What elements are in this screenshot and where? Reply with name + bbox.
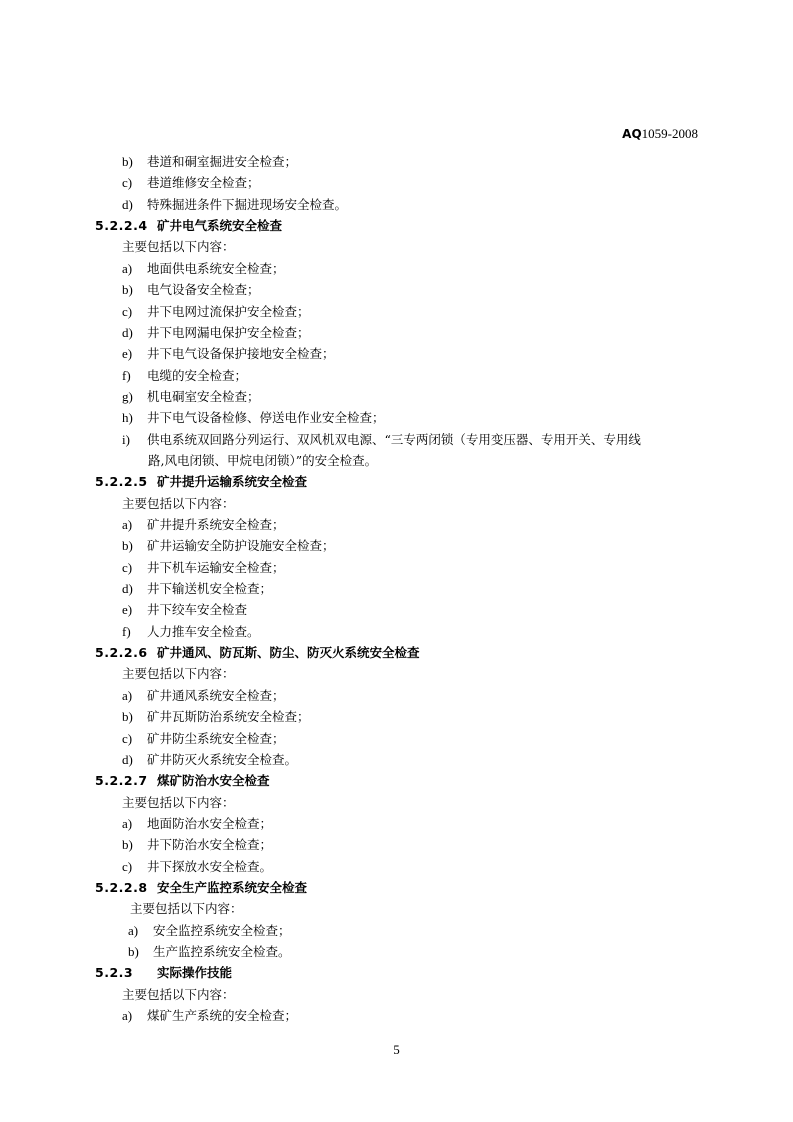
list-item xyxy=(122,516,285,534)
list-marker: e) xyxy=(122,602,133,618)
list-marker: b) xyxy=(122,282,133,298)
list-item xyxy=(122,559,285,577)
section-heading xyxy=(95,772,270,790)
list-marker: a) xyxy=(122,815,133,831)
list-item-text: 井下电网漏电保护安全检查； xyxy=(147,324,310,340)
list-marker: a) xyxy=(128,922,139,938)
list-item-continuation: 路,风电闭锁、甲烷电闭锁）”的安全检查。 xyxy=(148,452,378,468)
list-item-text: 电气设备安全检查； xyxy=(147,282,260,298)
section-number: 5.2.2.4 xyxy=(95,218,148,234)
list-marker: d) xyxy=(122,196,133,212)
list-item-text: 地面防治水安全检查； xyxy=(147,815,273,831)
list-marker: f) xyxy=(122,623,131,639)
list-marker: d) xyxy=(122,751,133,767)
list-item-text: 井下机车运输安全检查； xyxy=(147,559,285,575)
section-title: 矿井提升运输系统安全检查 xyxy=(157,474,308,490)
list-marker: b) xyxy=(122,154,133,169)
list-item xyxy=(122,858,272,876)
intro-text: 主要包括以下内容： xyxy=(122,986,235,1002)
list-marker: a) xyxy=(122,260,133,276)
section-title: 实际操作技能 xyxy=(157,965,233,981)
list-marker: c) xyxy=(122,175,133,191)
list-item xyxy=(122,388,260,406)
list-item-text: 煤矿生产系统的安全检查； xyxy=(147,1008,298,1023)
section-title: 安全生产监控系统安全检查 xyxy=(157,879,308,895)
list-item-text: 地面供电系统安全检查； xyxy=(147,260,285,276)
section-number: 5.2.2.5 xyxy=(95,474,148,490)
list-item-text: 人力推车安全检查。 xyxy=(147,623,260,639)
list-item xyxy=(128,922,291,940)
list-item xyxy=(122,431,641,449)
list-item-text: 井下防治水安全检查； xyxy=(147,837,273,853)
intro-text: 主要包括以下内容： xyxy=(122,794,235,810)
section-number: 5.2.3 xyxy=(95,965,134,981)
list-item xyxy=(122,730,285,748)
section-title: 矿井通风、防瓦斯、防尘、防灭火系统安全检查 xyxy=(157,645,420,660)
list-marker: g) xyxy=(122,388,133,404)
intro-text: 主要包括以下内容： xyxy=(122,495,235,511)
document-code xyxy=(622,126,698,142)
list-marker: e) xyxy=(122,346,133,362)
list-marker: c) xyxy=(122,303,133,319)
list-marker: f) xyxy=(122,367,131,383)
list-item xyxy=(122,687,285,705)
list-item-text: 供电系统双回路分列运行、双风机双电源、“三专两闭锁（专用变压器、专用开关、专用线 xyxy=(147,431,641,447)
section-heading xyxy=(95,473,307,491)
list-item-text: 井下电网过流保护安全检查； xyxy=(147,303,310,319)
standard-prefix: AQ xyxy=(622,127,642,141)
list-item-text: 特殊掘进条件下掘进现场安全检查。 xyxy=(147,196,348,212)
list-marker: c) xyxy=(122,559,133,575)
list-item-text: 矿井提升系统安全检查； xyxy=(147,517,285,532)
section-heading xyxy=(95,879,307,897)
list-marker: a) xyxy=(122,1008,133,1023)
list-item xyxy=(122,409,385,427)
list-item-text: 井下探放水安全检查。 xyxy=(147,858,273,874)
section-title: 矿井电气系统安全检查 xyxy=(157,218,283,234)
list-item-text: 巷道维修安全检查； xyxy=(147,175,260,191)
list-marker: b) xyxy=(128,944,139,959)
list-item xyxy=(122,324,310,342)
list-item-text: 机电硐室安全检查； xyxy=(147,388,260,404)
list-marker: b) xyxy=(122,538,133,554)
section-number: 5.2.2.6 xyxy=(95,645,148,660)
section-heading xyxy=(95,644,420,662)
list-marker: b) xyxy=(122,709,133,725)
list-item xyxy=(122,623,260,641)
list-item-text: 矿井通风系统安全检查； xyxy=(147,687,285,703)
list-item xyxy=(122,345,335,363)
list-item xyxy=(122,708,310,726)
list-item xyxy=(122,281,260,299)
intro-text: 主要包括以下内容： xyxy=(122,239,235,255)
list-marker: i) xyxy=(122,431,130,447)
list-marker: a) xyxy=(122,687,133,703)
list-marker: b) xyxy=(122,837,133,853)
list-item-text: 井下输送机安全检查； xyxy=(147,581,273,596)
list-item xyxy=(122,303,310,321)
list-item xyxy=(122,153,297,171)
list-item-text: 电缆的安全检查； xyxy=(147,367,248,383)
list-item-text: 井下绞车安全检查 xyxy=(147,602,248,618)
list-marker: h) xyxy=(122,410,133,426)
section-heading xyxy=(95,217,282,235)
list-item xyxy=(128,943,291,961)
list-item xyxy=(122,260,285,278)
list-item xyxy=(122,836,272,854)
list-item-text: 生产监控系统安全检查。 xyxy=(153,944,291,959)
list-item-text: 矿井防灭火系统安全检查。 xyxy=(147,751,298,767)
section-title: 煤矿防治水安全检查 xyxy=(157,773,270,789)
standard-number: 1059-2008 xyxy=(641,126,698,141)
section-number: 5.2.2.8 xyxy=(95,879,148,895)
list-item-text: 安全监控系统安全检查； xyxy=(153,922,291,938)
page-number: 5 xyxy=(393,1042,400,1057)
list-item xyxy=(122,174,260,192)
list-item xyxy=(122,601,247,619)
list-marker: c) xyxy=(122,730,133,746)
list-item xyxy=(122,1007,297,1025)
list-item-text: 井下电气设备保护接地安全检查； xyxy=(147,346,335,362)
section-number: 5.2.2.7 xyxy=(95,773,148,789)
list-item xyxy=(122,580,272,598)
intro-text: 主要包括以下内容： xyxy=(122,666,235,682)
list-item xyxy=(122,751,297,769)
section-heading xyxy=(95,964,232,982)
list-item xyxy=(122,367,247,385)
list-marker: a) xyxy=(122,517,133,532)
list-marker: c) xyxy=(122,858,133,874)
list-marker: d) xyxy=(122,581,133,596)
intro-text: 主要包括以下内容： xyxy=(130,901,243,917)
list-item-text: 矿井瓦斯防治系统安全检查； xyxy=(147,709,310,725)
list-item xyxy=(122,815,272,833)
list-item-text: 巷道和硐室掘进安全检查； xyxy=(147,154,298,169)
list-item xyxy=(122,537,335,555)
list-item xyxy=(122,196,347,214)
list-item-text: 井下电气设备检修、停送电作业安全检查； xyxy=(147,410,385,426)
list-item-text: 矿井防尘系统安全检查； xyxy=(147,730,285,746)
list-item-text: 矿井运输安全防护设施安全检查； xyxy=(147,538,335,554)
list-marker: d) xyxy=(122,324,133,340)
